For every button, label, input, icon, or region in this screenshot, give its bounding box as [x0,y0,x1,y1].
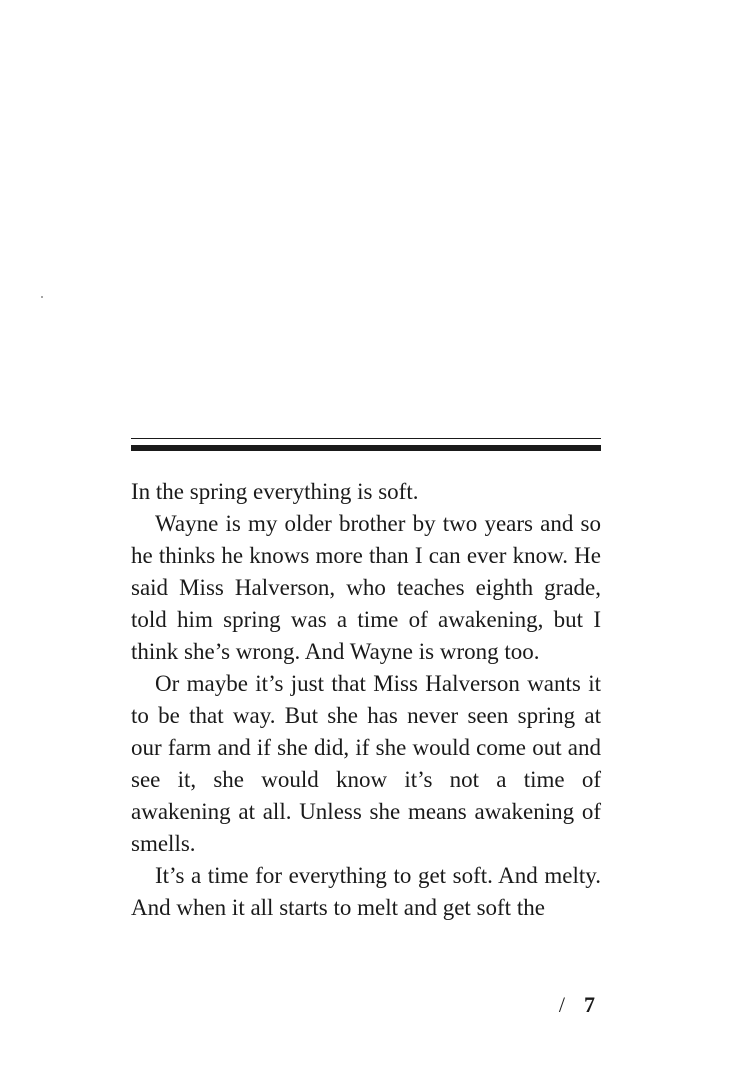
body-text [131,476,601,924]
paragraph-4: It’s a time for everything to get soft. And melty. And when it all starts to melt and get soft the [131,863,601,920]
paragraph-2: Wayne is my older brother by two years and so he thinks he knows more than I can ever know. He said Miss Halverson, who teaches eighth grade, told him spring was a time of awakening, but I think she’s wrong. And Wayne is wrong too. [131,511,601,664]
paragraph-3: Or maybe it’s just that Miss Halverson wants it to be that way. But she has never seen spring at our farm and if she did, if she would come out and see it, she would know it’s not a time of awakening at all. Unless she means awakening of smells. [131,671,601,856]
folio-separator: / [558,992,566,1017]
rule-thick-line [131,445,601,451]
page-number: 7 [584,992,596,1017]
paragraph-1: In the spring everything is soft. [131,479,419,504]
chapter-head-rule [131,438,601,451]
paper-speck [41,296,43,298]
page-folio [559,992,596,1018]
